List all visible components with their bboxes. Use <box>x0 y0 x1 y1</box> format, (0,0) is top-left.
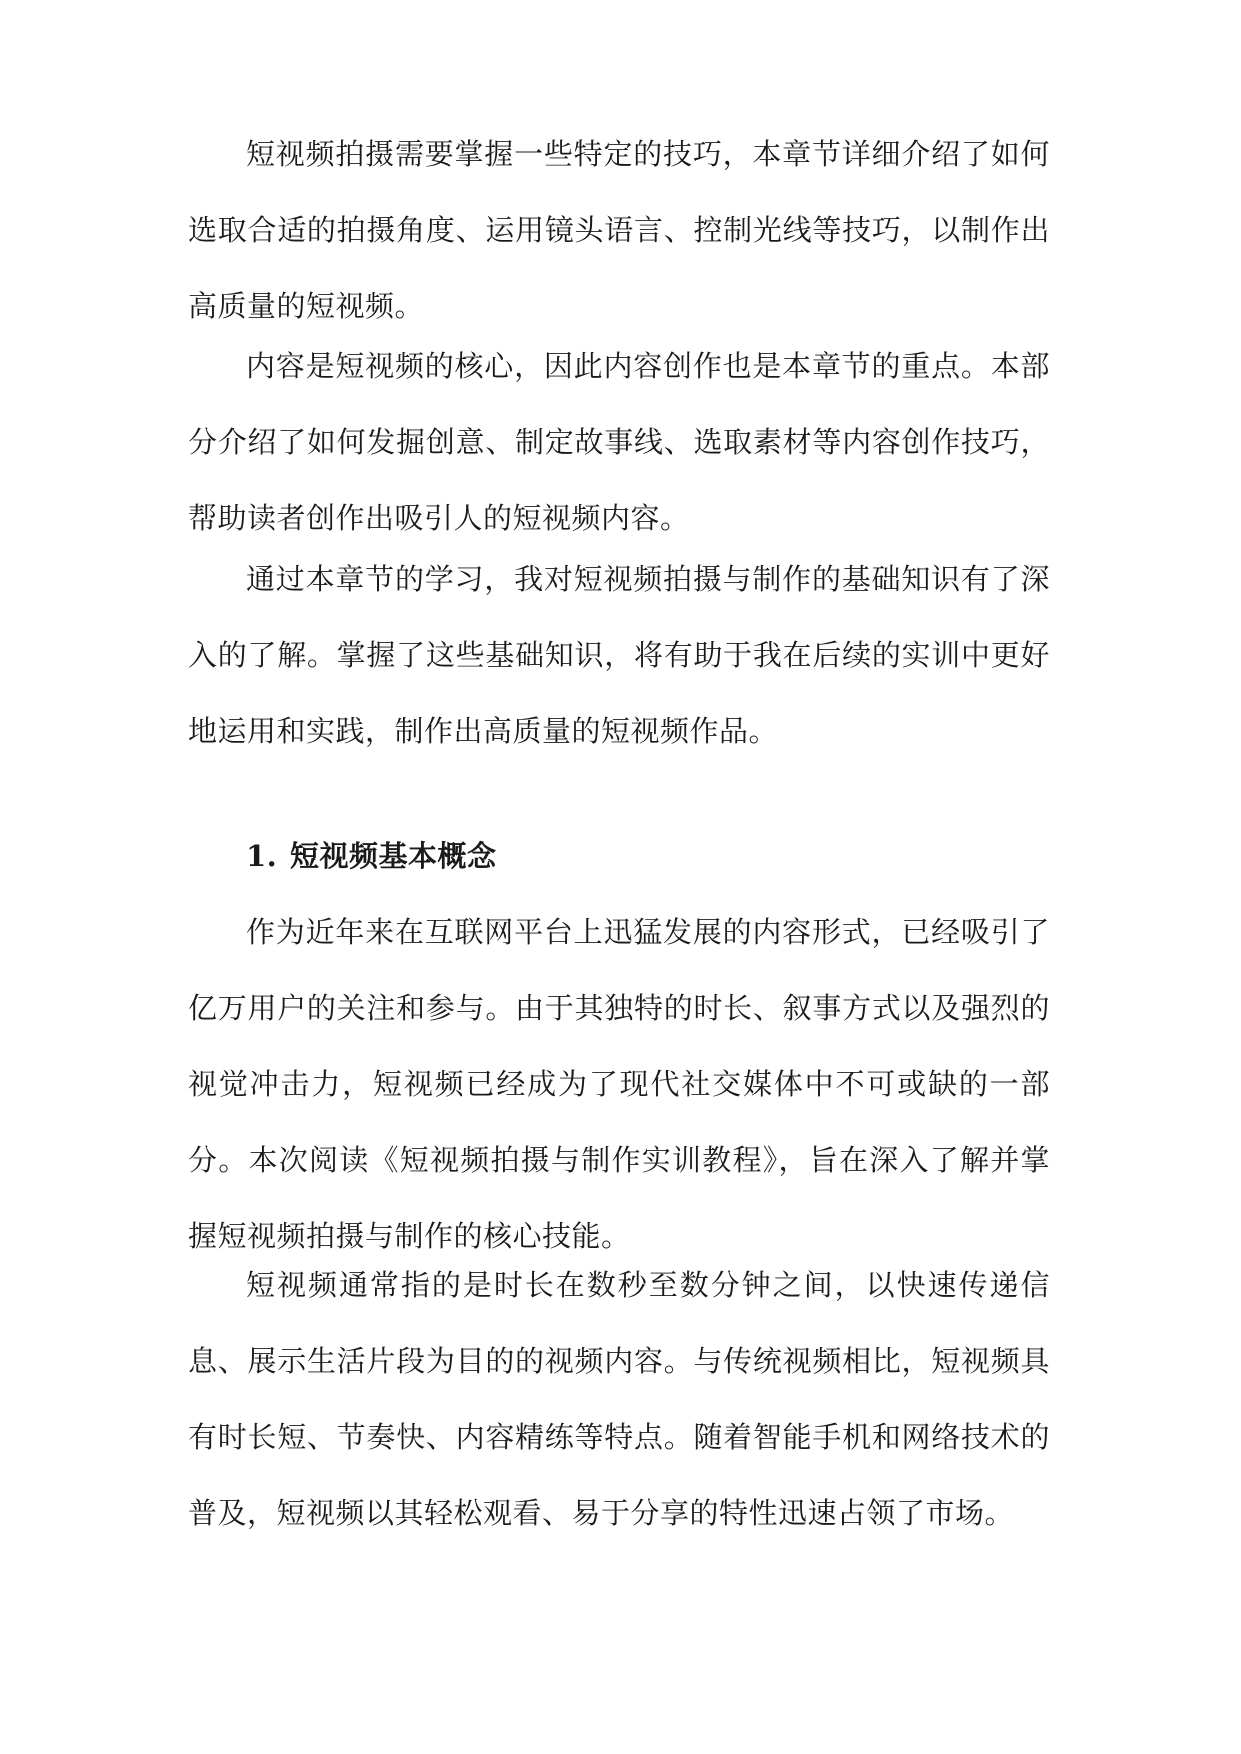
section-number: 1. <box>246 839 278 873</box>
section-title: 短视频基本概念 <box>290 839 497 873</box>
paragraph-intro-short-video: 作为近年来在互联网平台上迅猛发展的内容形式，已经吸引了亿万用户的关注和参与。由于其独特的时长、叙事方式以及强烈的视觉冲击力，短视频已经成为了现代社交媒体中不可或缺的一部分。本次阅读《短视频拍摄与制作实训教程》，旨在深入了解并掌握短视频拍摄与制作的核心技能。 <box>188 915 1050 1253</box>
section-heading <box>246 818 497 894</box>
paragraph-chapter-summary: 通过本章节的学习，我对短视频拍摄与制作的基础知识有了深入的了解。掌握了这些基础知识，将有助于我在后续的实训中更好地运用和实践，制作出高质量的短视频作品。 <box>188 562 1050 748</box>
paragraph-shooting-techniques: 短视频拍摄需要掌握一些特定的技巧，本章节详细介绍了如何选取合适的拍摄角度、运用镜头语言、控制光线等技巧，以制作出高质量的短视频。 <box>188 137 1050 323</box>
paragraph-content-creation: 内容是短视频的核心，因此内容创作也是本章节的重点。本部分介绍了如何发掘创意、制定故事线、选取素材等内容创作技巧，帮助读者创作出吸引人的短视频内容。 <box>188 349 1050 535</box>
paragraph-definition-short-video: 短视频通常指的是时长在数秒至数分钟之间，以快速传递信息、展示生活片段为目的的视频内容。与传统视频相比，短视频具有时长短、节奏快、内容精练等特点。随着智能手机和网络技术的普及，短视频以其轻松观看、易于分享的特性迅速占领了市场。 <box>188 1268 1050 1530</box>
